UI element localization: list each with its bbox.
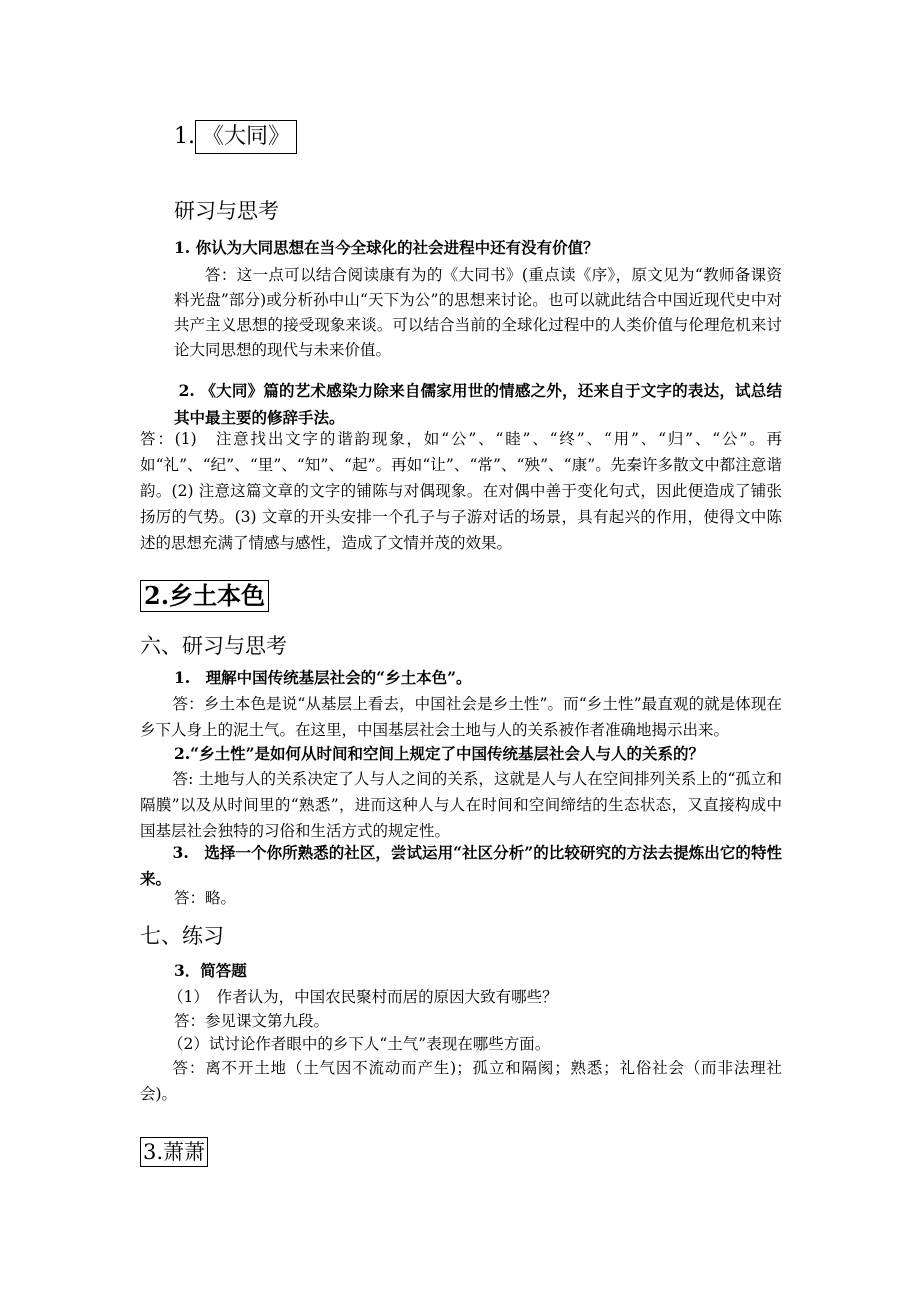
s1-answer-1: 答：这一点可以结合阅读康有为的《大同书》(重点读《序》，原文见为“教师备课资料光盘”部分)或分析孙中山“天下为公”的思想来讨论。也可以就此结合中国近现代史中对共产主义思想的接受现象来谈。可以结合当前的全球化过程中的人类价值与伦理危机来讨论大同思想的现代与未来价值。 (174, 266, 782, 359)
section-1-number: 1. (174, 124, 195, 149)
exercise-2-answer: 答：离不开土地（土气因不流动而产生)；孤立和隔阂；熟悉；礼俗社会（而非法理社会)。 (140, 1059, 782, 1103)
exercise-1-answer: 答：参见课文第九段。 (174, 1012, 330, 1030)
section-1-subheading: 研习与思考 (174, 199, 279, 223)
s1-answer-2: 答：(1) 注意找出文字的谐韵现象，如“公”、“睦”、“终”、“用”、“归”、“公”。再如“礼”、“纪”、“里”、“知”、“起”。再如“让”、“常”、“殃”、“康”。先秦许多散文中都注意谐韵。(2) 注意这篇文章的文字的铺陈与对偶现象。在对偶中善于变化句式，因此便造成了铺张扬厉的气势。(3) 文章的开头安排一个孔子与子游对话的场景，具有起兴的作用，使得文中陈述的思想充满了情感与感性，造成了文情并茂的效果。 (140, 430, 783, 552)
section-2-part-7-heading: 七、练习 (140, 924, 224, 948)
s2-question-1: 1. 理解中国传统基层社会的“乡土本色”。 (174, 668, 472, 687)
s2-answer-3: 答：略。 (174, 889, 237, 907)
exercise-1-question: （1） 作者认为，中国农民聚村而居的原因大致有哪些？ (168, 988, 558, 1006)
section-1-title-box: 《大同》 (195, 120, 297, 154)
s1-question-1: 1. 你认为大同思想在当今全球化的社会进程中还有没有价值？ (174, 238, 599, 257)
s2-answer-2: 答: 土地与人的关系决定了人与人之间的关系，这就是人与人在空间排列关系上的“孤立和隔膜”以及从时间里的“熟悉”，进而这种人与人在时间和空间缔结的生态状态，又直接构成中国基层社会独特的习俗和生活方式的规定性。 (140, 770, 782, 840)
section-1-heading (174, 120, 297, 154)
section-3-heading: 3.萧萧 (140, 1137, 208, 1167)
exercise-title: 3．简答题 (174, 961, 247, 980)
s2-question-2: 2.“乡土性”是如何从时间和空间上规定了中国传统基层社会人与人的关系的？ (174, 744, 705, 763)
s2-answer-1: 答：乡土本色是说“从基层上看去，中国社会是乡土性”。而“乡土性”最直观的就是体现在乡下人身上的泥土气。在这里，中国基层社会土地与人的关系被作者准确地揭示出来。 (140, 695, 782, 739)
s2-question-3: 3. 选择一个你所熟悉的社区，尝试运用“社区分析”的比较研究的方法去提炼出它的特性来。 (140, 843, 782, 888)
s1-question-2: 2. 《大同》篇的艺术感染力除来自儒家用世的情感之外，还来自于文字的表达，试总结其中最主要的修辞手法。 (174, 381, 782, 427)
exercise-2-question: （2）试讨论作者眼中的乡下人“土气”表现在哪些方面。 (168, 1035, 551, 1053)
section-2-part-6-heading: 六、研习与思考 (140, 634, 287, 658)
section-2-heading: 2.乡土本色 (140, 580, 269, 612)
